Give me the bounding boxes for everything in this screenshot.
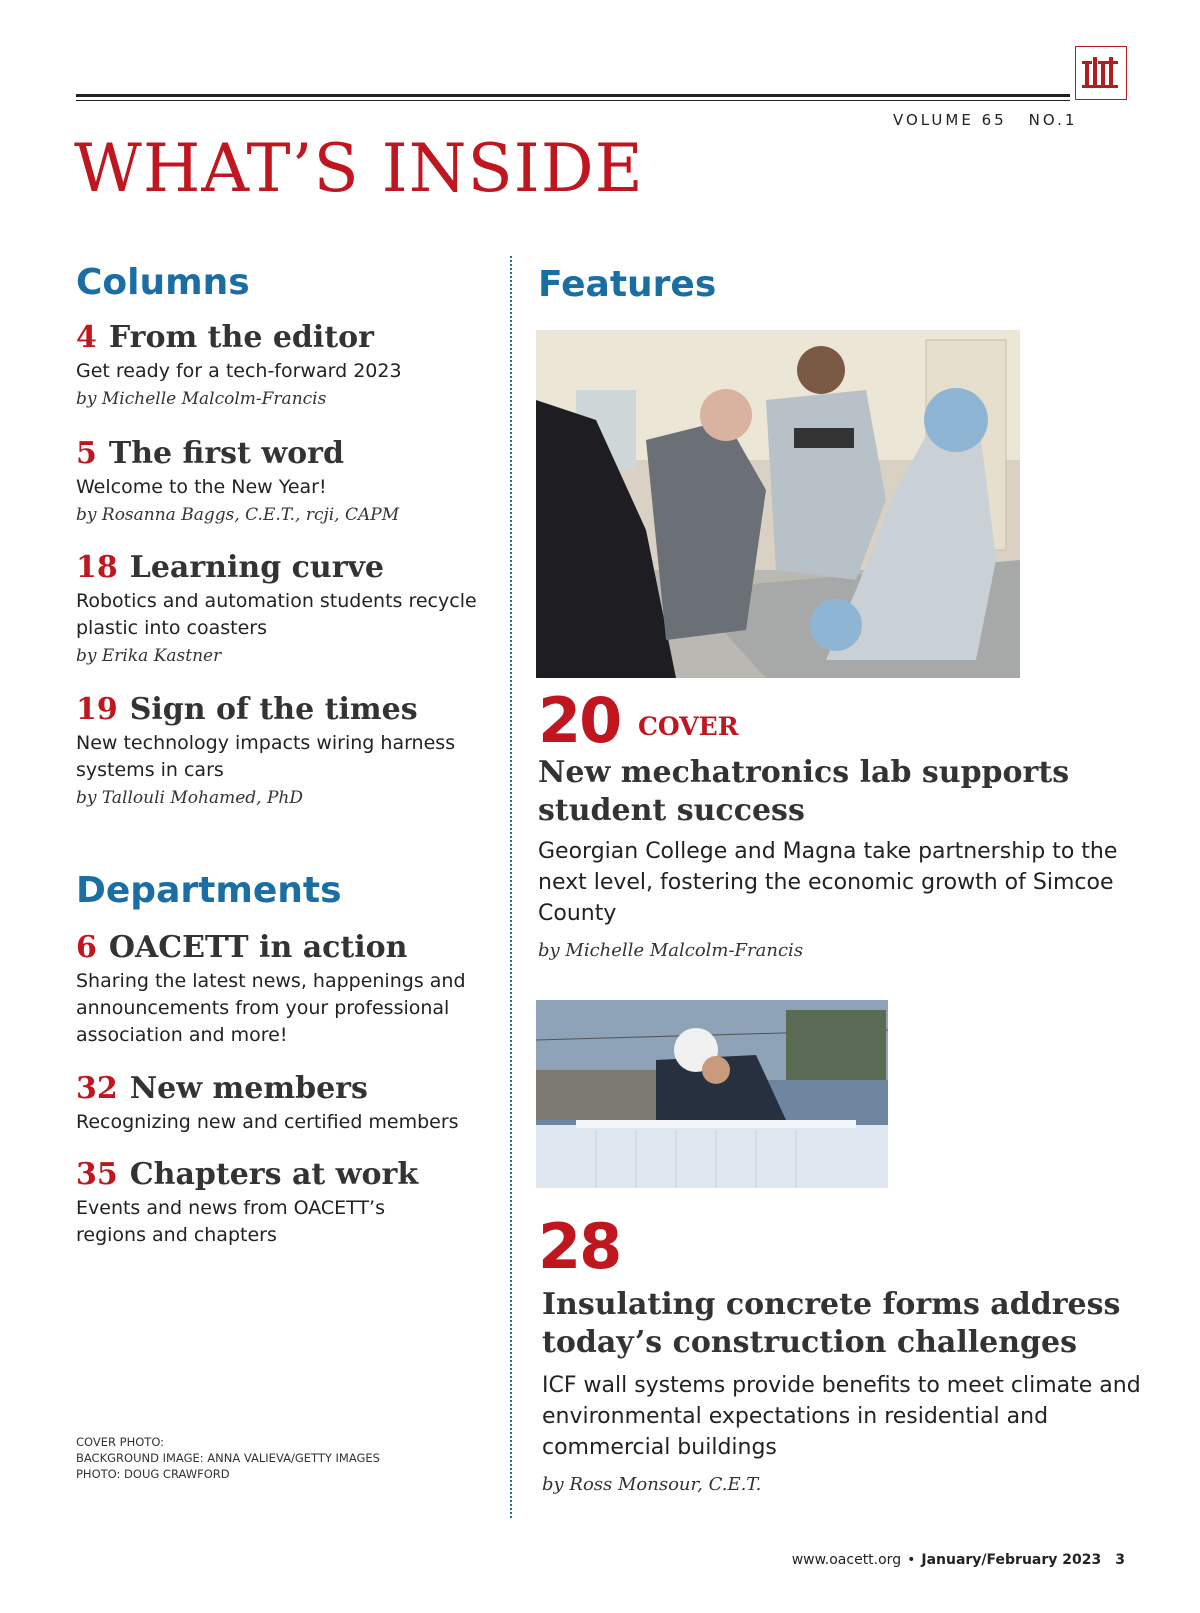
- entry-byline: by Erika Kastner: [76, 646, 222, 666]
- credit-line: PHOTO: DOUG CRAWFORD: [76, 1467, 230, 1481]
- oacett-logo: [1075, 46, 1127, 100]
- entry-byline: by Michelle Malcolm-Francis: [76, 389, 327, 409]
- toc-entry-chapters-at-work[interactable]: [76, 1157, 486, 1249]
- toc-entry-from-the-editor[interactable]: [76, 320, 486, 409]
- credit-line: BACKGROUND IMAGE: ANNA VALIEVA/GETTY IMAGES: [76, 1451, 380, 1465]
- entry-heading: [76, 1071, 486, 1107]
- entry-description: Get ready for a tech-forward 2023: [76, 360, 402, 382]
- feature-description: Georgian College and Magna take partnership to the next level, fostering the economic growth of Simcoe County: [538, 839, 1118, 926]
- issue-date: January/February 2023: [921, 1552, 1102, 1568]
- features-heading: Features: [538, 264, 717, 305]
- volume-label: [893, 111, 1077, 129]
- entry-description: Sharing the latest news, happenings and announcements from your professional association and more!: [76, 970, 466, 1046]
- page-number: 18: [76, 550, 118, 585]
- entry-heading: [76, 436, 486, 472]
- departments-heading: Departments: [76, 870, 342, 911]
- entry-heading: [76, 550, 486, 586]
- toc-entry-sign-of-the-times[interactable]: [76, 692, 486, 808]
- website-link[interactable]: www.oacett.org: [791, 1552, 902, 1568]
- column-divider: [510, 256, 512, 1518]
- feature-byline: by Michelle Malcolm-Francis: [538, 940, 804, 961]
- entry-description: Recognizing new and certified members: [76, 1111, 459, 1133]
- issue-number: NO.1: [1028, 111, 1078, 129]
- entry-heading: [76, 930, 486, 966]
- entry-title: New members: [129, 1071, 368, 1106]
- entry-title: From the editor: [108, 320, 374, 355]
- entry-title: Learning curve: [129, 550, 385, 585]
- construction-worker-photo[interactable]: [536, 1000, 888, 1188]
- entry-title: Chapters at work: [129, 1157, 419, 1192]
- entry-title: OACETT in action: [108, 930, 408, 965]
- page-footer: [740, 1552, 1125, 1568]
- page-number: 35: [76, 1157, 118, 1192]
- entry-heading: [76, 692, 486, 728]
- header-rule-thin: [76, 100, 1070, 101]
- page-number: 5: [76, 436, 97, 471]
- page-number: 32: [76, 1071, 118, 1106]
- entry-description: Robotics and automation students recycle plastic into coasters: [76, 590, 477, 639]
- feature-description: ICF wall systems provide benefits to meet climate and environmental expectations in residential and commercial buildings: [542, 1373, 1141, 1460]
- toc-entry-the-first-word[interactable]: [76, 436, 486, 525]
- feature-page-number: 28: [538, 1210, 621, 1283]
- feature-byline: by Ross Monsour, C.E.T.: [542, 1474, 762, 1495]
- page-number: 3: [1115, 1552, 1125, 1568]
- header-rule: [76, 94, 1070, 97]
- entry-description: Events and news from OACETT’s regions and chapters: [76, 1197, 385, 1246]
- entry-heading: [76, 320, 486, 356]
- columns-heading: Columns: [76, 262, 250, 303]
- page-number: 6: [76, 930, 97, 965]
- entry-heading: [76, 1157, 486, 1193]
- feature-title[interactable]: Insulating concrete forms address today’s construction challenges: [542, 1287, 1121, 1360]
- page-number: 19: [76, 692, 118, 727]
- bullet-separator: •: [907, 1552, 916, 1568]
- feature-page-number: 20: [538, 684, 621, 757]
- toc-entry-oacett-in-action[interactable]: [76, 930, 486, 1049]
- volume-number: VOLUME 65: [893, 111, 1007, 129]
- entry-description: New technology impacts wiring harness systems in cars: [76, 732, 456, 781]
- page-title: WHAT’S INSIDE: [74, 130, 644, 207]
- page-number: 4: [76, 320, 97, 355]
- credit-line: COVER PHOTO:: [76, 1435, 165, 1449]
- robotics-lab-photo[interactable]: [536, 330, 1020, 678]
- toc-entry-learning-curve[interactable]: [76, 550, 486, 666]
- entry-byline: by Tallouli Mohamed, PhD: [76, 788, 303, 808]
- entry-description: Welcome to the New Year!: [76, 476, 327, 498]
- feature-title[interactable]: New mechatronics lab supports student success: [538, 755, 1070, 828]
- entry-title: The first word: [108, 436, 344, 471]
- photo-credits: [76, 1434, 380, 1482]
- cover-tag: COVER: [638, 712, 739, 741]
- entry-byline: by Rosanna Baggs, C.E.T., rcji, CAPM: [76, 505, 400, 525]
- toc-entry-new-members[interactable]: [76, 1071, 486, 1136]
- entry-title: Sign of the times: [129, 692, 418, 727]
